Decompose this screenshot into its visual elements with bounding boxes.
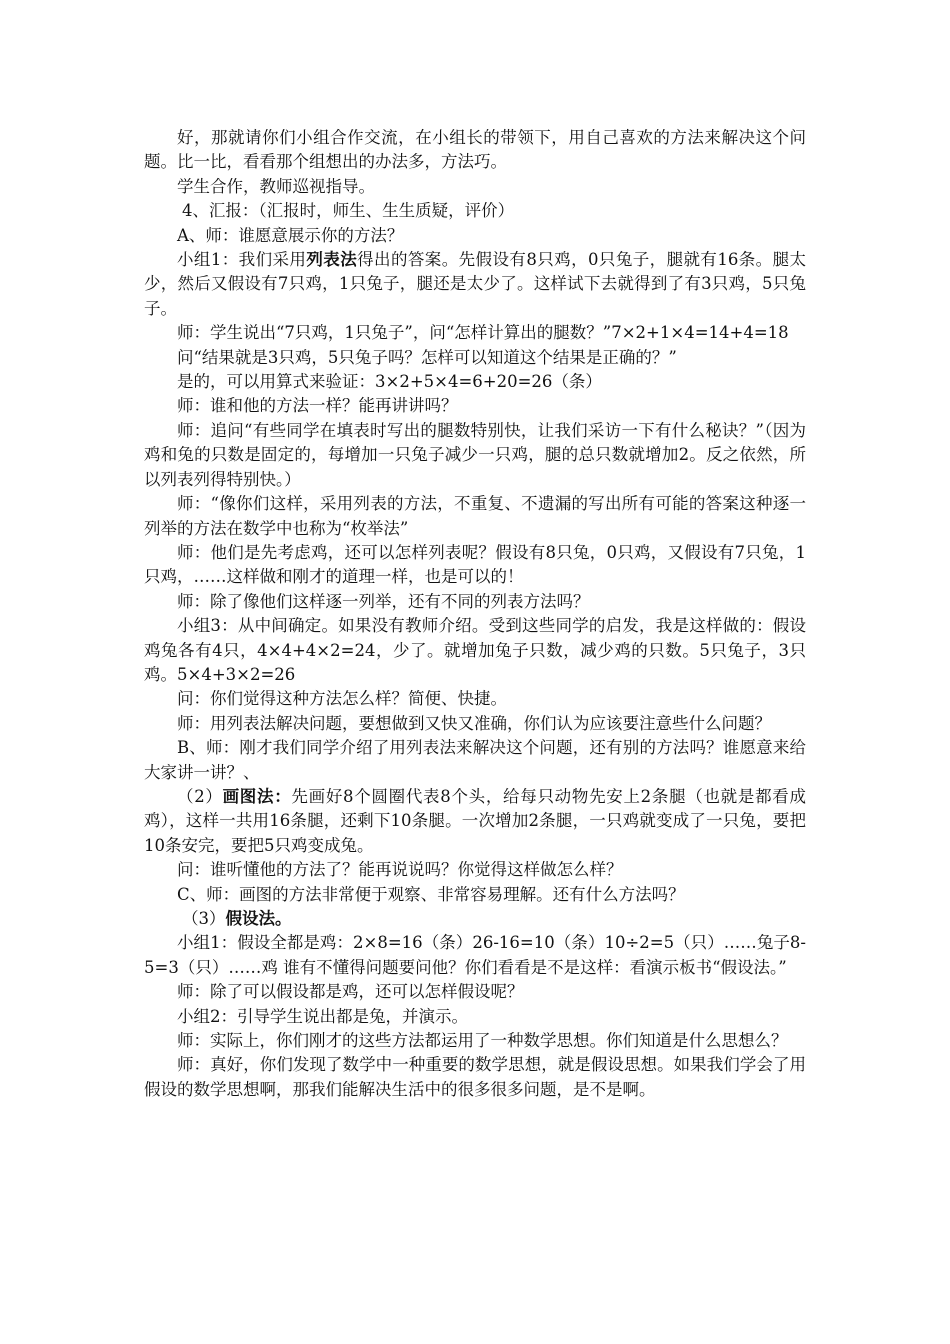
paragraph: 师：用列表法解决问题，要想做到又快又准确，你们认为应该要注意些什么问题？ [177, 713, 771, 733]
paragraph-text: 小组1：我们采用 [177, 250, 307, 270]
paragraph: 问：谁听懂他的方法了？能再说说吗？你觉得这样做怎么样？ [177, 860, 623, 880]
method-term-assumption: 假设法。 [225, 909, 292, 928]
paragraph: 小组3：从中间确定。如果没有教师介绍。受到这些同学的启发，我是这样做的：假设鸡兔各有4只，4×4+4×2=24，少了。就增加兔子只数，减少鸡的只数。5只兔子，3只鸡。5×4+3×2=26 [144, 616, 806, 684]
paragraph-text: （3） [181, 909, 226, 928]
paragraph: A、师：谁愿意展示你的方法？ [177, 225, 404, 245]
method-term-list: 列表法 [306, 250, 358, 270]
paragraph: 问：你们觉得这种方法怎么样？简便、快捷。 [177, 689, 507, 709]
paragraph: 好，那就请你们小组合作交流，在小组长的带领下，用自己喜欢的方法来解决这个问题。比一比，看看那个组想出的办法多，方法巧。 [144, 128, 806, 172]
paragraph: 师：追问“有些同学在填表时写出的腿数特别快，让我们采访一下有什么秘诀？”（因为鸡和兔的只数是固定的，每增加一只兔子减少一只鸡，腿的总只数就增加2。反之依然，所以列表列得特别快。） [144, 420, 806, 489]
paragraph: 师：实际上，你们刚才的这些方法都运用了一种数学思想。你们知道是什么思想么？ [177, 1031, 788, 1051]
paragraph: 师：学生说出“7只鸡，1只兔子”，问“怎样计算出的腿数？”7×2+1×4=14+4=18 [177, 323, 789, 343]
paragraph: 4、汇报：（汇报时，师生、生生质疑，评价） [181, 201, 515, 221]
document-body [144, 126, 806, 1102]
paragraph: 师：谁和他的方法一样？能再讲讲吗？ [177, 396, 458, 416]
paragraph: 小组1：假设全都是鸡：2×8=16（条）26-16=10（条）10÷2=5（只）……兔子8-5=3（只）……鸡 谁有不懂得问题要问他？你们看看是不是这样：看演示板书“假设法。” [144, 933, 806, 977]
paragraph: 学生合作，教师巡视指导。 [177, 176, 375, 196]
paragraph-text: 先画好8个圆圈代表8个头，给每只动物先安上2条腿（也就是都看成鸡），这样一共用16条腿，还剩下10条腿。一次增加2条腿，一只鸡就变成了一只兔，要把10条安完，要把5只鸡变成兔。 [144, 786, 806, 855]
paragraph: 师：真好，你们发现了数学中一种重要的数学思想，就是假设思想。如果我们学会了用假设的数学思想啊，那我们能解决生活中的很多很多问题，是不是啊。 [144, 1055, 806, 1099]
paragraph-text: （2） [177, 786, 223, 806]
paragraph: 师：他们是先考虑鸡，还可以怎样列表呢？假设有8只兔，0只鸡，又假设有7只兔，1只鸡，……这样做和刚才的道理一样，也是可以的！ [144, 542, 806, 587]
paragraph: 是的，可以用算式来验证：3×2+5×4=6+20=26（条） [177, 372, 602, 392]
paragraph: 师：除了可以假设都是鸡，还可以怎样假设呢？ [177, 982, 524, 1002]
method-term-drawing: 画图法： [222, 786, 292, 806]
paragraph: 师：除了像他们这样逐一列举，还有不同的列表方法吗？ [177, 591, 590, 611]
paragraph-text: 得出的答案。先假设有8只鸡，0只兔子，腿就有16条。腿太少，然后又假设有7只鸡，1只兔子，腿还是太少了。这样试下去就得到了有3只鸡，5只兔子。 [144, 250, 807, 318]
paragraph: C、师：画图的方法非常便于观察、非常容易理解。还有什么方法吗？ [177, 884, 685, 904]
paragraph [144, 907, 806, 931]
paragraph: 小组2：引导学生说出都是兔，并演示。 [177, 1006, 468, 1026]
paragraph: 问“结果就是3只鸡，5只兔子吗？怎样可以知道这个结果是正确的？” [177, 347, 677, 367]
paragraph [144, 248, 806, 321]
paragraph [144, 785, 806, 858]
paragraph: B、师：刚才我们同学介绍了用列表法来解决这个问题，还有别的方法吗？谁愿意来给大家讲一讲？、 [144, 738, 806, 782]
paragraph: 师：“像你们这样，采用列表的方法，不重复、不遗漏的写出所有可能的答案这种逐一列举的方法在数学中也称为“枚举法” [144, 494, 806, 538]
